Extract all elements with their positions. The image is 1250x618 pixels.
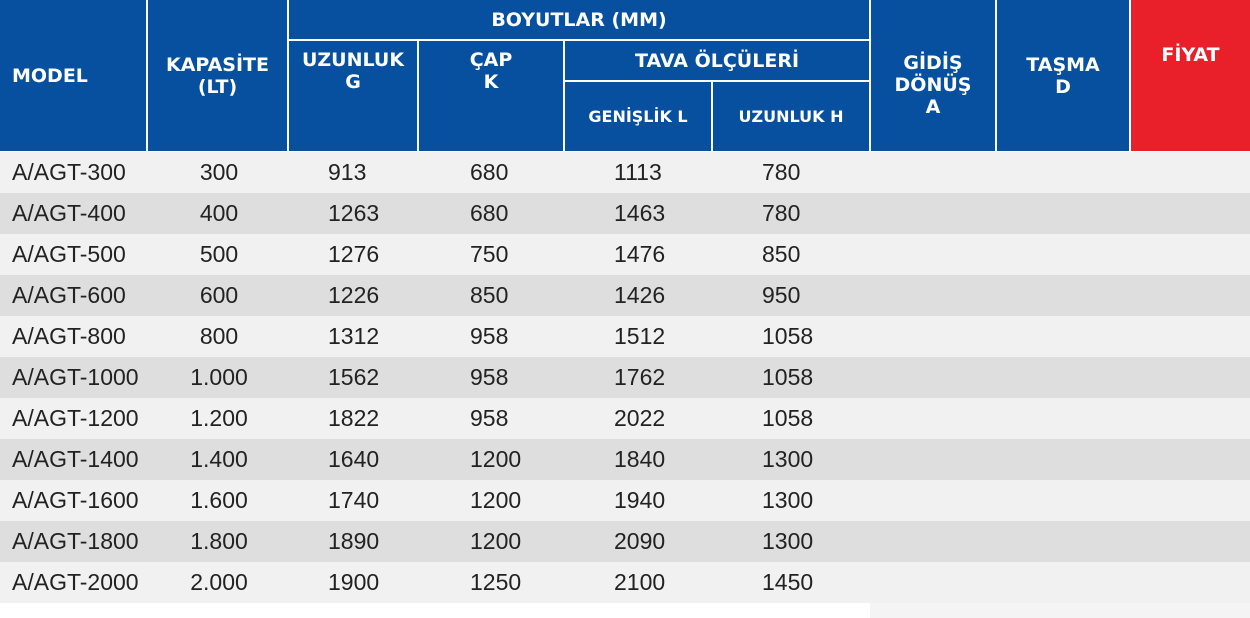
- header-tasma-code: D: [1055, 75, 1071, 98]
- model-cell: A/AGT-1400: [12, 446, 139, 472]
- genislik-cell: 1840: [614, 446, 666, 472]
- table-row: [0, 439, 1250, 480]
- kapasite-cell: 1.800: [190, 528, 248, 554]
- cap-cell: 680: [470, 159, 509, 185]
- model-cell: A/AGT-500: [12, 241, 126, 267]
- header-fiyat: [1131, 0, 1250, 151]
- model-cell: A/AGT-1000: [12, 364, 139, 390]
- model-cell: A/AGT-400: [12, 200, 126, 226]
- uzunluk-h-cell: 1058: [762, 364, 814, 390]
- header-genislik: [565, 82, 711, 151]
- header-uzunluk-h: [713, 82, 869, 151]
- header-kapasite-label: KAPASİTE: [165, 53, 269, 76]
- uzunluk-h-cell: 950: [762, 282, 801, 308]
- table-row: [0, 398, 1250, 439]
- cap-cell: 1200: [470, 528, 522, 554]
- uzunluk-cell: 1276: [328, 241, 380, 267]
- uzunluk-cell: 1822: [328, 405, 380, 431]
- kapasite-cell: 1.400: [190, 446, 248, 472]
- uzunluk-cell: 1263: [328, 200, 380, 226]
- genislik-cell: 1762: [614, 364, 666, 390]
- kapasite-cell: 2.000: [190, 569, 248, 595]
- table-row: [0, 275, 1250, 316]
- kapasite-cell: 300: [199, 159, 239, 185]
- header-uzunluk-code: G: [345, 71, 361, 93]
- uzunluk-h-cell: 1058: [762, 405, 814, 431]
- table-row: [0, 316, 1250, 357]
- header-genislik-label: GENİŞLİK L: [588, 106, 688, 126]
- table-footer-strip: [870, 603, 1250, 618]
- model-cell: A/AGT-2000: [12, 569, 139, 595]
- table-row: [0, 193, 1250, 234]
- genislik-cell: 1113: [614, 159, 662, 185]
- kapasite-cell: 500: [199, 241, 239, 267]
- table-row: [0, 562, 1250, 603]
- header-boyutlar-label: BOYUTLAR (MM): [491, 8, 667, 31]
- header-model-label: MODEL: [12, 64, 88, 87]
- cap-cell: 1250: [470, 569, 522, 595]
- genislik-cell: 2100: [614, 569, 666, 595]
- header-boyutlar: [289, 0, 869, 39]
- header-gidis: [871, 0, 995, 151]
- header-gidis-label2: DÖNÜŞ: [894, 73, 972, 96]
- cap-cell: 680: [470, 200, 509, 226]
- genislik-cell: 2090: [614, 528, 666, 554]
- header-tava: [565, 41, 869, 80]
- table-row: [0, 357, 1250, 398]
- uzunluk-cell: 1740: [328, 487, 380, 513]
- table-row: [0, 521, 1250, 562]
- uzunluk-cell: 1640: [328, 446, 380, 472]
- header-fiyat-label: FİYAT: [1161, 44, 1220, 66]
- header-uzunluk-h-label: UZUNLUK H: [738, 106, 844, 126]
- header-gidis-code: A: [925, 95, 941, 118]
- uzunluk-h-cell: 780: [762, 159, 801, 185]
- genislik-cell: 1463: [614, 200, 666, 226]
- uzunluk-h-cell: 780: [762, 200, 801, 226]
- header-kapasite-unit: (LT): [197, 75, 238, 98]
- model-cell: A/AGT-1200: [12, 405, 139, 431]
- kapasite-cell: 1.600: [190, 487, 248, 513]
- header-kapasite: [148, 0, 287, 151]
- uzunluk-cell: 1226: [328, 282, 380, 308]
- uzunluk-h-cell: 1300: [762, 446, 814, 472]
- header-gidis-label1: GİDİŞ: [903, 51, 963, 74]
- kapasite-cell: 400: [199, 200, 239, 226]
- uzunluk-h-cell: 1300: [762, 487, 814, 513]
- kapasite-cell: 800: [199, 323, 239, 349]
- uzunluk-cell: 1900: [328, 569, 380, 595]
- genislik-cell: 1476: [614, 241, 666, 267]
- genislik-cell: 2022: [614, 405, 666, 431]
- uzunluk-h-cell: 1058: [762, 323, 814, 349]
- genislik-cell: 1426: [614, 282, 666, 308]
- table-row: [0, 480, 1250, 521]
- cap-cell: 1200: [470, 446, 522, 472]
- model-cell: A/AGT-300: [12, 159, 126, 185]
- header-uzunluk: [289, 41, 417, 151]
- uzunluk-cell: 1890: [328, 528, 380, 554]
- header-cap-code: K: [483, 71, 499, 93]
- genislik-cell: 1940: [614, 487, 666, 513]
- uzunluk-h-cell: 1300: [762, 528, 814, 554]
- header-tasma: [997, 0, 1129, 151]
- model-cell: A/AGT-600: [12, 282, 126, 308]
- cap-cell: 958: [470, 323, 509, 349]
- uzunluk-h-cell: 1450: [762, 569, 814, 595]
- uzunluk-cell: 913: [328, 159, 367, 185]
- header-uzunluk-label: UZUNLUK: [301, 49, 405, 71]
- table-row: [0, 152, 1250, 193]
- cap-cell: 958: [470, 364, 509, 390]
- header-tasma-label: TAŞMA: [1026, 53, 1100, 76]
- uzunluk-h-cell: 850: [762, 241, 801, 267]
- uzunluk-cell: 1562: [328, 364, 380, 390]
- header-cap-label: ÇAP: [469, 49, 513, 71]
- uzunluk-cell: 1312: [328, 323, 380, 349]
- cap-cell: 958: [470, 405, 509, 431]
- cap-cell: 850: [470, 282, 509, 308]
- kapasite-cell: 1.000: [190, 364, 248, 390]
- cap-cell: 1200: [470, 487, 522, 513]
- kapasite-cell: 600: [199, 282, 239, 308]
- genislik-cell: 1512: [614, 323, 666, 349]
- model-cell: A/AGT-800: [12, 323, 126, 349]
- table-row: [0, 234, 1250, 275]
- model-cell: A/AGT-1800: [12, 528, 139, 554]
- kapasite-cell: 1.200: [190, 405, 248, 431]
- cap-cell: 750: [470, 241, 509, 267]
- model-cell: A/AGT-1600: [12, 487, 139, 513]
- header-cap: [419, 41, 563, 151]
- header-tava-label: TAVA ÖLÇÜLERİ: [634, 49, 800, 72]
- header-model: [0, 0, 146, 151]
